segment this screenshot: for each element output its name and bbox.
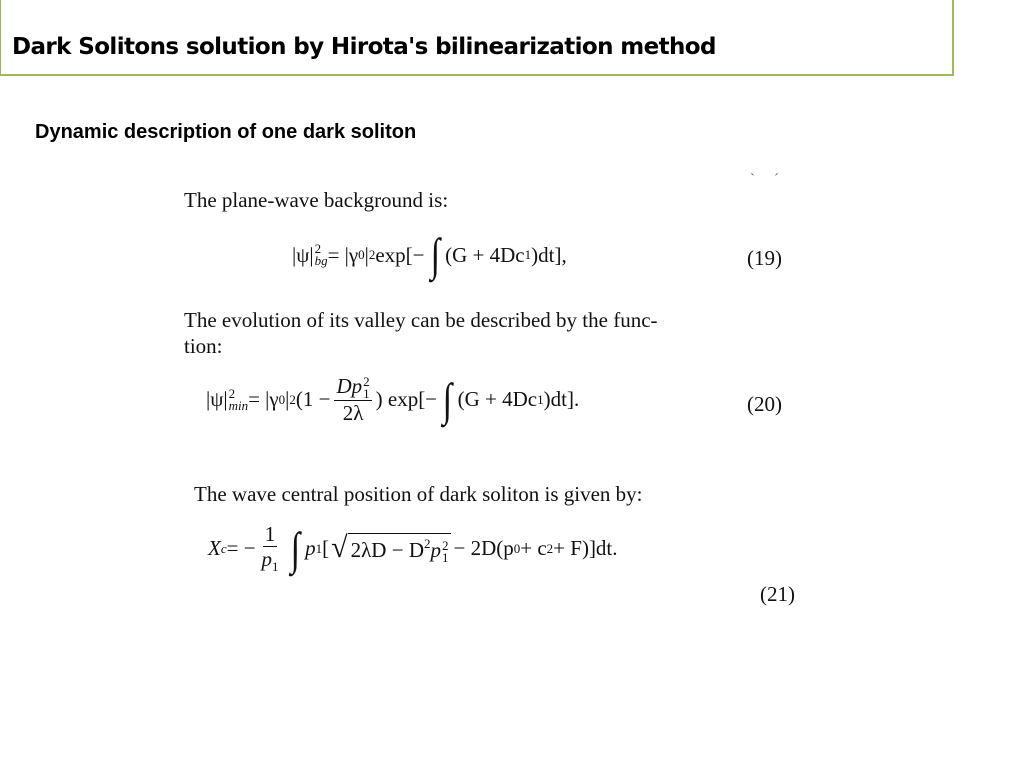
paragraph-central-position: The wave central position of dark soliton is given by:	[194, 482, 643, 506]
eq21-frac-den-sub: 1	[272, 559, 279, 575]
eq21-fraction	[260, 522, 281, 575]
slide-title: Dark Solitons solution by Hirota's bilinearization method	[12, 34, 716, 60]
equation-21-number: (21)	[760, 582, 795, 606]
eq20-integrand: (G + 4Dc	[457, 387, 538, 412]
eq19-rhs-b: |	[364, 242, 369, 267]
eq21-rest-a-sub: 0	[513, 540, 521, 556]
eq21-bracket-open: [	[322, 536, 330, 561]
eq20-rhs-d: ) exp[−	[375, 387, 438, 412]
eq20-rhs-b-sup: 2	[289, 391, 296, 407]
eq21-p: p	[305, 536, 316, 561]
eq20-integrand-sub: 1	[537, 391, 544, 407]
eq20-lhs-sub: min	[228, 397, 249, 413]
eq21-eq-sign: = −	[226, 536, 256, 561]
eq21-rest-c: + F)]dt.	[553, 536, 618, 561]
eq20-lhs-sup: 2	[228, 385, 236, 401]
eq19-rhs-c: exp[−	[375, 242, 425, 267]
eq19-rhs-b-sup: 2	[368, 247, 376, 262]
eq21-frac-den: p	[261, 547, 273, 572]
equation-21	[208, 522, 618, 575]
eq19-rhs-a: = |γ	[327, 242, 359, 267]
eq19-lhs: |ψ|	[292, 242, 314, 267]
sqrt-radical-icon: √	[331, 530, 348, 564]
eq20-integral-sign: ∫	[442, 373, 453, 425]
eq19-lhs-sup: 2	[314, 241, 322, 256]
paragraph-evolution-line2: tion:	[184, 334, 223, 358]
title-box	[0, 0, 954, 76]
eq20-rhs-b: |	[285, 387, 290, 412]
eq20-rhs-c: (1 −	[295, 387, 331, 412]
eq21-sqrt-b: p	[430, 537, 441, 562]
eq19-rhs-a-sub: 0	[358, 247, 365, 262]
eq21-lhs: X	[208, 536, 221, 561]
slide-subtitle: Dynamic description of one dark soliton	[35, 121, 417, 143]
equation-19	[292, 229, 567, 280]
eq20-fraction	[334, 374, 371, 425]
eq20-frac-num-sub: 1	[363, 386, 370, 402]
eq21-rest-b-sub: 2	[546, 540, 554, 556]
eq21-integral-sign: ∫	[290, 522, 300, 574]
eq21-rest-a: − 2D(p	[453, 536, 514, 561]
eq19-integral-sign: ∫	[430, 229, 440, 280]
eq20-rhs-a: = |γ	[248, 387, 279, 412]
eq20-rhs-a-sub: 0	[278, 391, 286, 407]
eq21-sqrt-a: 2λD − D	[350, 537, 424, 562]
eq19-integrand-sub: 1	[524, 247, 532, 262]
eq21-p-sub: 1	[315, 540, 323, 556]
paper-excerpt	[180, 170, 820, 620]
equation-20-number: (20)	[747, 392, 782, 416]
eq21-lhs-sub: c	[220, 540, 227, 556]
eq20-frac-num: Dp	[336, 374, 363, 398]
eq20-frac-den: 2λ	[342, 401, 364, 426]
eq21-sqrt-b-sup: 2	[441, 538, 449, 554]
equation-20	[206, 374, 579, 425]
eq19-lhs-sub: bg	[314, 253, 328, 268]
eq21-sqrt	[331, 530, 451, 566]
eq21-rest-b: + c	[520, 536, 547, 561]
eq19-integrand: (G + 4Dc	[445, 242, 525, 267]
paragraph-plane-wave: The plane-wave background is:	[184, 188, 449, 212]
eq20-integrand-end: )dt].	[543, 387, 580, 412]
eq21-sqrt-sup: 2	[423, 535, 431, 551]
eq21-frac-num: 1	[264, 522, 276, 546]
paragraph-evolution-line1: The evolution of its valley can be described by the func-	[184, 308, 658, 332]
eq19-integrand-end: )dt],	[531, 242, 567, 267]
equation-19-number: (19)	[747, 246, 782, 270]
corner-marks: ` ´	[750, 172, 787, 187]
eq20-lhs: |ψ|	[206, 387, 228, 412]
eq21-sqrt-b-sub: 1	[441, 550, 449, 566]
eq20-frac-num-sup: 2	[363, 374, 370, 390]
